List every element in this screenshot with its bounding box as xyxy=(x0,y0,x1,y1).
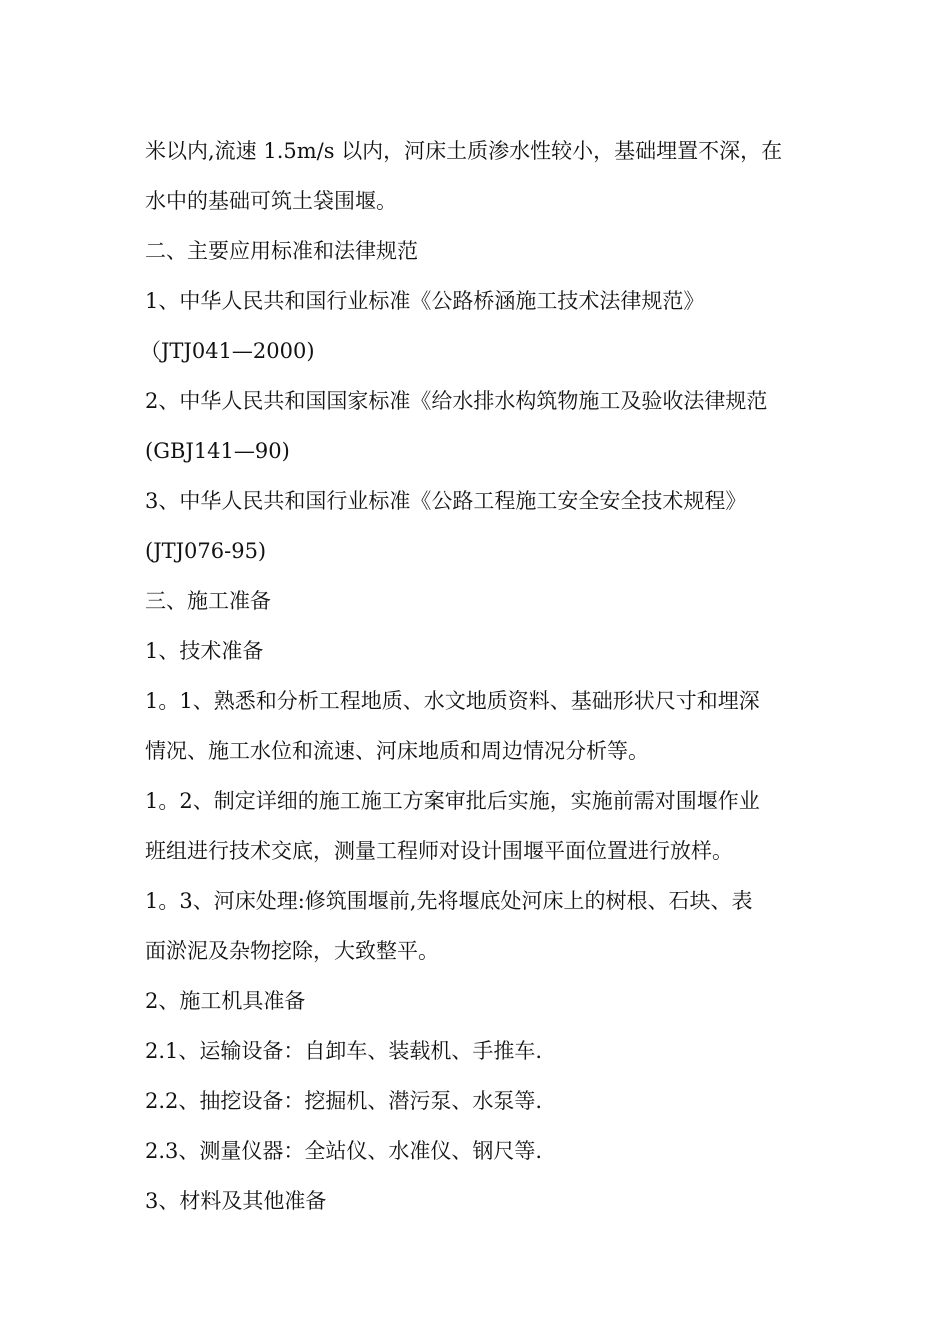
list-item-code: (GBJ141—90) xyxy=(145,439,290,463)
list-item: 2.1、运输设备：自卸车、装载机、手推车. xyxy=(145,1039,543,1063)
paragraph-line: 面淤泥及杂物挖除，大致整平。 xyxy=(145,939,439,963)
paragraph-line: 米以内,流速 1.5m/s 以内，河床土质渗水性较小，基础埋置不深，在 xyxy=(145,139,783,163)
subsection-heading: 3、材料及其他准备 xyxy=(145,1189,327,1213)
list-item-code: (JTJ076-95) xyxy=(145,539,267,563)
list-item-code: （JTJ041—2000) xyxy=(140,339,315,363)
list-item: 1、中华人民共和国行业标准《公路桥涵施工技术法律规范》 xyxy=(145,289,705,313)
list-item: 2、中华人民共和国国家标准《给水排水构筑物施工及验收法律规范 xyxy=(145,389,768,413)
list-item: 2.3、测量仪器：全站仪、水准仪、钢尺等. xyxy=(145,1139,543,1163)
paragraph-line: 1。2、制定详细的施工施工方案审批后实施，实施前需对围堰作业 xyxy=(145,789,760,813)
section-heading: 二、主要应用标准和法律规范 xyxy=(145,239,418,263)
paragraph-line: 水中的基础可筑土袋围堰。 xyxy=(145,189,397,213)
list-item: 3、中华人民共和国行业标准《公路工程施工安全安全技术规程》 xyxy=(145,489,747,513)
paragraph-line: 情况、施工水位和流速、河床地质和周边情况分析等。 xyxy=(145,739,649,763)
paragraph-line: 1。1、熟悉和分析工程地质、水文地质资料、基础形状尺寸和埋深 xyxy=(145,689,760,713)
section-heading: 三、施工准备 xyxy=(145,589,271,613)
list-item: 2.2、抽挖设备：挖掘机、潜污泵、水泵等. xyxy=(145,1089,543,1113)
subsection-heading: 2、施工机具准备 xyxy=(145,989,306,1013)
paragraph-line: 1。3、河床处理:修筑围堰前,先将堰底处河床上的树根、石块、表 xyxy=(145,889,753,913)
paragraph-line: 班组进行技术交底，测量工程师对设计围堰平面位置进行放样。 xyxy=(145,839,733,863)
subsection-heading: 1、技术准备 xyxy=(145,639,264,663)
